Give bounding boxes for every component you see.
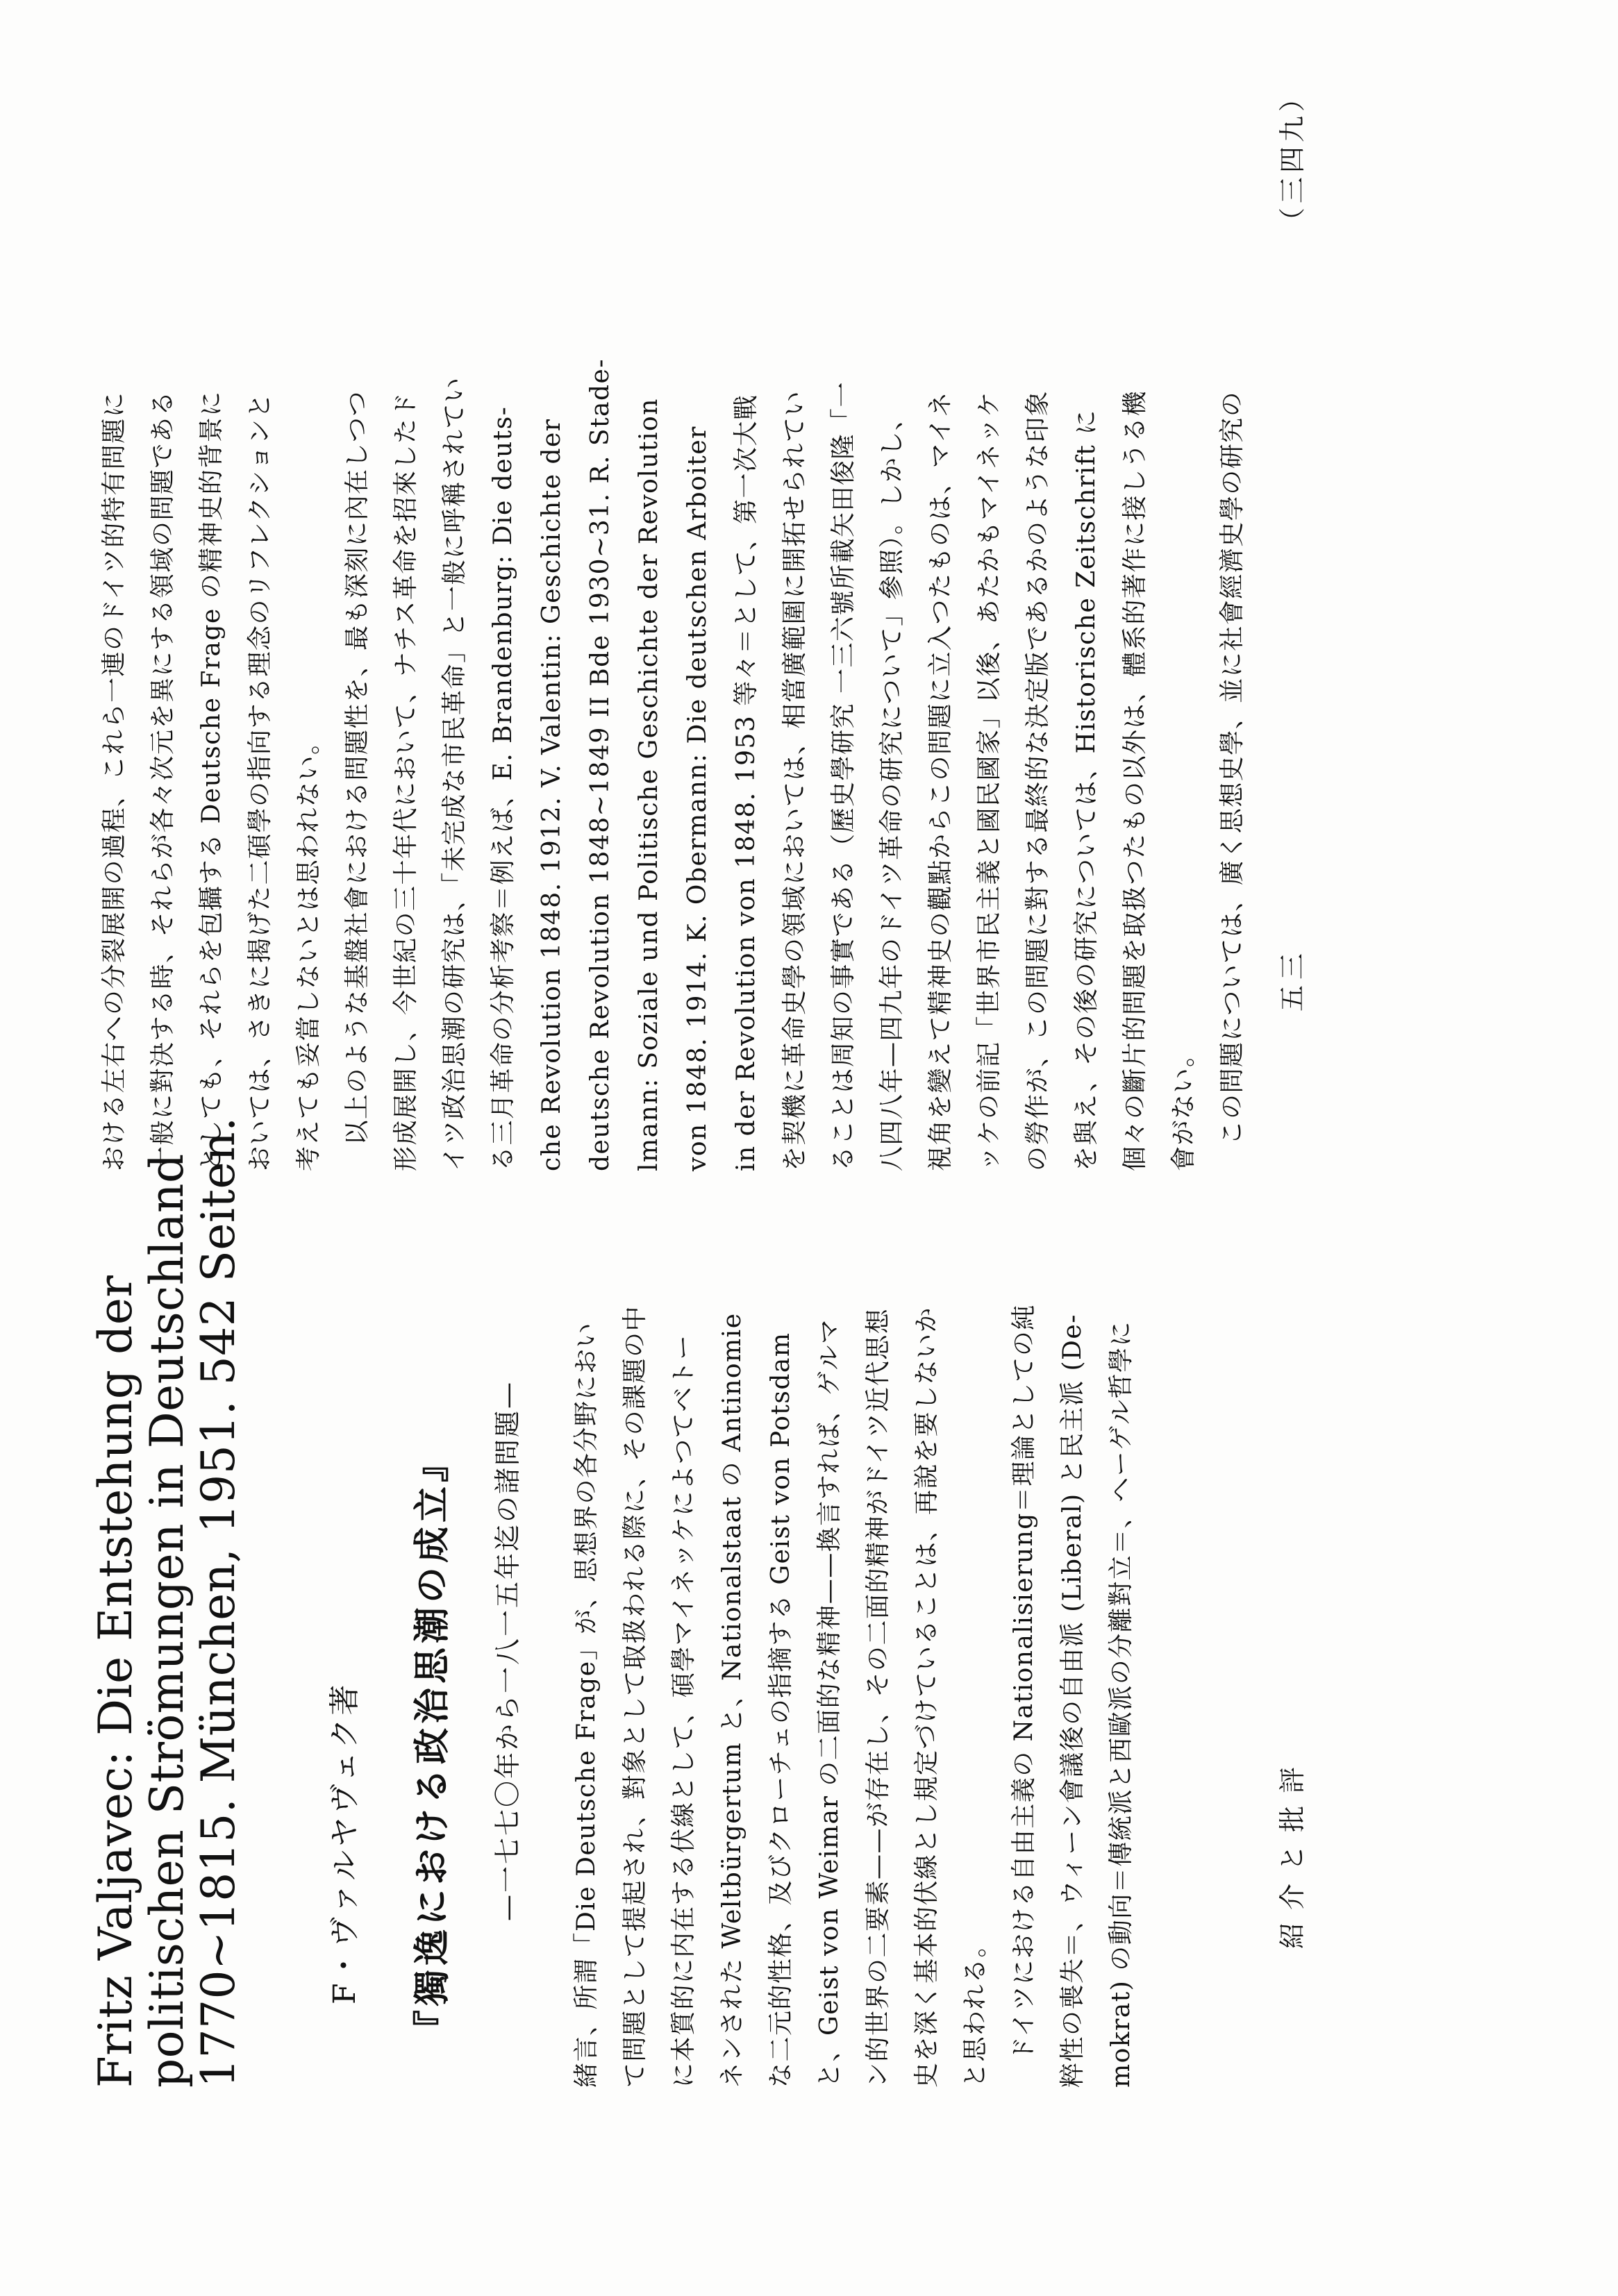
text-line: を與え、その後の研究については、Historische Zeitschrift に: [1072, 409, 1101, 1171]
text-line: の勞作が、この問題に對する最終的な決定版であるかのような印象: [1024, 389, 1052, 1171]
section-label: 紹介と批評: [1277, 1754, 1308, 1949]
text-line: て問題として提起され、對象として取扱われる際に、その課題の中: [621, 1305, 649, 2088]
text-line: 形成展開し、今世紀の三十年代において、ナチス革命を招來したド: [392, 392, 420, 1171]
text-line: る三月革命の分析考察＝例えば、E. Brandenburg: Die deuts-: [489, 405, 517, 1171]
text-line: イツ政治思潮の研究は、「未完成な市民革命」と一般に呼稱されてい: [440, 376, 469, 1171]
text-line: な二元的性格、及びクローチェの指摘する Geist von Potsdam: [767, 1332, 795, 2088]
text-line: lmann: Soziale und Politische Geschichte der Revolution: [635, 398, 663, 1171]
page-number: 五三: [1277, 947, 1308, 1012]
text-line: 八四八年—四九年のドイツ革命の研究について」參照）。しかし、: [878, 404, 906, 1171]
text-line: に本質的に内在する伏線として、碩學マイネッケによつてベトー: [669, 1334, 698, 2088]
text-line: 史を深く基本的伏線とし規定づけていることは、再說を要しないか: [912, 1306, 941, 2088]
page-number-parenthetical: （三四九）: [1277, 81, 1308, 234]
text-line: 個々の斷片的問題を取扱つたもの以外は、體系的著作に接しうる機: [1121, 389, 1149, 1171]
book-citation: [90, 1046, 244, 2088]
text-line: 考えても妥當しないとは思われない。: [294, 728, 323, 1171]
text-line: che Revolution 1848. 1912. V. Valentin: Geschichte der: [537, 418, 566, 1171]
text-line: 粹性の喪失＝、ウィーン會議後の自由派 (Liberal) と民主派 (De-: [1058, 1314, 1087, 2088]
text-line: おける左右への分裂展開の過程、これら一連のドイツ的特有問題に: [100, 391, 128, 1171]
text-line: を契機に革命史學の領域においては、相當廣範圍に開拓せられてい: [781, 389, 809, 1171]
right-text-column: [90, 102, 1257, 1171]
text-line: von 1848. 1914. K. Obermann: Die deutschen Arboiter: [683, 426, 712, 1171]
text-line: ネンされた Weltbürgertum と、Nationalstaat の Antinomie: [718, 1312, 747, 2088]
citation-line-1: Fritz Valjavec: Die Entstehung der: [89, 1275, 142, 2088]
author-japanese: F・ヴァルヤヴェク著: [327, 1682, 362, 2004]
book-subtitle-japanese: —一七七〇年から一八一五年迄の諸問題—: [492, 1380, 523, 1921]
citation-line-3: 1770~1815. München, 1951. 542 Seiten.: [192, 1116, 245, 2088]
text-line: と、Geist von Weimar の二面的な精神——換言すれば、ゲルマ: [815, 1318, 844, 2088]
text-line: 一般に對決する時、それらが各々次元を異にする領域の問題である: [149, 389, 177, 1171]
text-line: ドイツにおける自由主義の Nationalisierung＝理論としての純: [1010, 1304, 1038, 2088]
text-line: deutsche Revolution 1848~1849 II Bde 1930~31. R. Stade-: [586, 358, 615, 1171]
text-line: mokrat) の動向＝傳統派と西歐派の分離對立＝、ヘーゲル哲學に: [1107, 1320, 1135, 2088]
left-text-column: [562, 1046, 1146, 2088]
text-line: ッケの前記「世界市民主義と國民國家」以後、あたかもマイネッケ: [975, 391, 1003, 1171]
text-line: 會がない。: [1169, 1041, 1198, 1171]
text-line: おいては、さきに揭げた二碩學の指向する理念のリフレクションと: [246, 392, 274, 1171]
text-line: 以上のような基盤社會における問題性を、最も深刻に內在しつつ: [343, 389, 372, 1171]
text-line: ン的世界の二要素——が存在し、その二面的精神がドイツ近代思想: [864, 1307, 892, 2088]
text-line: と思われる。: [961, 1931, 990, 2088]
text-line: この問題については、廣く思想史學、並に社會經濟史學の研究の: [1218, 390, 1246, 1171]
text-line: in der Revolution von 1848. 1953 等々＝として、第一次大戰: [732, 394, 760, 1171]
text-line: 緒言、所謂「Die Deutsche Frage」が、思想界の各分野におい: [572, 1321, 601, 2088]
text-line: としても、それらを包攝する Deutsche Frage の精神史的背景に: [197, 390, 226, 1171]
citation-line-2: politischen Strömungen in Deutschland: [140, 1153, 194, 2088]
text-line: 視角を變えて精神史の觀點からこの問題に立入つたものは、マイネ: [926, 391, 955, 1171]
book-title-japanese: 『獨逸における政治思潮の成立』: [411, 1441, 453, 2046]
text-line: ることは周知の事實である（歷史學研究 一三六號所載矢田俊隆「一: [829, 381, 858, 1171]
